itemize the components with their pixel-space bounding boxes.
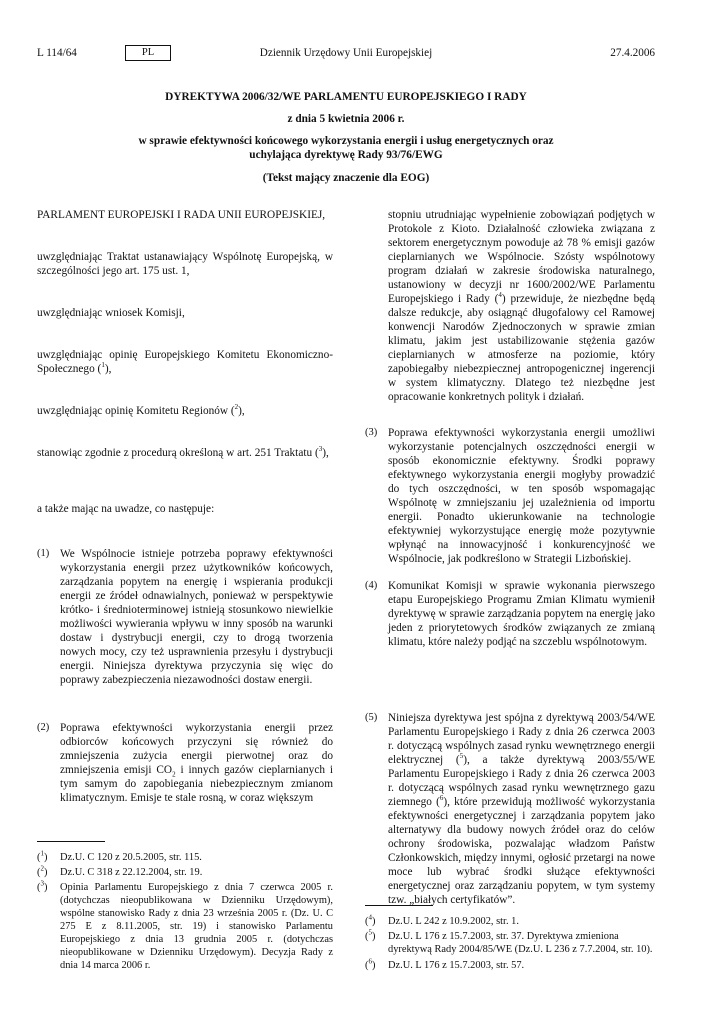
recital-number: (1)	[37, 548, 50, 559]
footnote: ($^6$) Dz.U. L 176 z 15.7.2003, str. 57.	[365, 957, 525, 971]
recital	[37, 547, 333, 687]
directive-date: z dnia 5 kwietnia 2006 r.	[287, 113, 405, 125]
directive-subject-line1: w sprawie efektywności końcowego wykorzystania energii i usług energetycznych oraz	[138, 135, 554, 147]
directive-subject-line2: uchylająca dyrektywę Rady 93/76/EWG	[249, 149, 443, 161]
recital	[365, 711, 655, 907]
footnote: ($^2$) Dz.U. C 318 z 22.12.2004, str. 19.	[37, 864, 203, 878]
publication-date: 27.4.2006	[610, 47, 655, 59]
eea-relevance-note: (Tekst mający znaczenie dla EOG)	[262, 172, 430, 184]
journal-title: Dziennik Urzędowy Unii Europejskiej	[259, 47, 433, 59]
recital-text: stopniu utrudniając wypełnienie zobowiązań podjętych w Protokole z Kioto. Działalność człowieka związana z sektorem energetycznym powoduje aż 78 % emisji gazów cieplarnianych we Wspólnocie. Szósty wspólnotowy program działań w zakresie środowiska naturalnego, ustanowiony w decyzji nr 1600/2002/WE Parlamentu Europejskiego i Rady ($^4$) przewiduje, że niezbędne będą dalsze redukcje, aby osiągnąć długofalowy cel Ramowej konwencji Narodów Zjednoczonych w sprawie zmian klimatu, jakim jest ustabilizowanie stężenia gazów cieplarnianych w atmosferze na poziomie, który zapobiegałby niebezpiecznej antropogenicznej ingerencji w system klimatyczny. Dlatego też niezbędne jest opracowanie konkretnych polityk i działań.	[388, 209, 655, 403]
recital-number: (5)	[365, 712, 378, 723]
preamble-eesc: uwzględniając opinię Europejskiego Komitetu Ekonomiczno-Społecznego ($^1$),	[37, 349, 333, 375]
preamble-procedure: stanowiąc zgodnie z procedurą określoną w art. 251 Traktatu ($^3$),	[37, 445, 329, 459]
preamble-authors: PARLAMENT EUROPEJSKI I RADA UNII EUROPEJSKIEJ,	[37, 209, 326, 221]
directive-title: DYREKTYWA 2006/32/WE PARLAMENTU EUROPEJSKIEGO I RADY	[165, 91, 527, 103]
recital-text: We Wspólnocie istnieje potrzeba poprawy efektywności wykorzystania energii przez użytkowników końcowych, zarządzania popytem na energię i wspierania produkcji energii ze źródeł odnawialnych, ponieważ w perspektywie krótko- i średnioterminowej istnieją stosunkowo niewielkie możliwości wywierania wpływu w inny sposób na warunki dostaw i dystrybucji energii, czy to drogą tworzenia nowych mocy, czy też usprawnienia przesyłu i dystrybucji energii. Niniejsza dyrektywa przyczynia się więc do poprawy zabezpieczenia niezawodności dostaw energii.	[60, 548, 333, 686]
recital-continuation	[365, 208, 655, 404]
journal-header	[37, 47, 655, 63]
footnote: ($^4$) Dz.U. L 242 z 10.9.2002, str. 1.	[365, 913, 519, 927]
footnote-divider	[365, 905, 433, 906]
footnote-ref[interactable]: 1	[101, 361, 105, 370]
footnote-ref[interactable]: 6	[439, 794, 444, 803]
recital-number: (2)	[37, 722, 50, 733]
recital-number: (4)	[365, 580, 378, 591]
footnote-ref[interactable]: 3	[318, 445, 323, 454]
footnote: ($^5$) Dz.U. L 176 z 15.7.2003, str. 37. Dyrektywa zmieniona dyrektywą Rady 2004/85/WE (Dz.U. L 236 z 7.7.2004, str. 10).	[365, 928, 653, 955]
recital-text: Poprawa efektywności wykorzystania energii przez odbiorców końcowych przyczyni się również do zmniejszenia zużycia energii pierwotnej oraz do zmniejszenia emisji $CO_2$ i innych gazów cieplarnianych i tym samym do zapobiegania niebezpiecznym zmianom klimatycznym. Emisje te stale rosną, w coraz większym	[60, 722, 334, 804]
preamble-whereas: a także mając na uwadze, co następuje:	[37, 503, 215, 515]
preamble-proposal: uwzględniając wniosek Komisji,	[37, 307, 185, 319]
footnote-divider	[37, 841, 105, 842]
recital-text: Komunikat Komisji w sprawie wykonania pierwszego etapu Europejskiego Programu Zmian Klimatu wymienił dyrektywę w sprawie zarządzania popytem na energię jako jeden z priorytetowych środków związanych ze zmianą klimatu, które należy podjąć na szczeblu wspólnotowym.	[388, 580, 655, 648]
recital-text: Niniejsza dyrektywa jest spójna z dyrektywą 2003/54/WE Parlamentu Europejskiego i Rady z dnia 26 czerwca 2003 r. dotyczącą wspólnych zasad rynku wewnętrznego energii elektrycznej ($^5$), a także dyrektywą 2003/55/WE Parlamentu Europejskiego i Rady z dnia 26 czerwca 2003 r. dotyczącą wspólnych zasad rynku wewnętrznego gazu ziemnego ($^6$), które przewidują możliwość wykorzystania efektywności energetycznej i zarządzania popytem jako alternatywy dla budowy nowych źródeł oraz do celów ochrony środowiska, pozwalając władzom Państw Członkowskich, między innymi, ogłosić przetargi na nowe moce lub wybrać środki służące efektywności energetycznej oraz zarządzaniu popytem, w tym systemy tzw. „białych certyfikatów”.	[388, 712, 656, 906]
recital	[365, 426, 655, 566]
language-badge: PL	[125, 45, 171, 61]
preamble-regions: uwzględniając opinię Komitetu Regionów ($^2$),	[37, 403, 245, 417]
footnote-ref[interactable]: 5	[459, 752, 464, 761]
recital-text: Poprawa efektywności wykorzystania energii umożliwi wykorzystanie potencjalnych oszczędności energii w sposób ekonomicznie efektywny. Środki poprawy efektywnego wykorzystania energii mogłyby prowadzić do tych oszczędności, w ten sposób wspomagając Wspólnotę w zmniejszaniu jej uzależnienia od importu energii. Ponadto ukierunkowanie na technologie efektywniej wykorzystujące energię może pozytywnie wpłynąć na innowacyjność i konkurencyjność we Wspólnocie, jak podkreślono w Strategii Lizbońskiej.	[388, 427, 655, 565]
footnote-ref[interactable]: 2	[234, 403, 239, 412]
footnote-ref[interactable]: 4	[498, 291, 502, 300]
recital	[37, 721, 333, 805]
recital	[365, 579, 655, 649]
page-reference: L 114/64	[37, 47, 77, 59]
footnote: ($^3$) Opinia Parlamentu Europejskiego z dnia 7 czerwca 2005 r. (dotychczas nieopublikowana w Dzienniku Urzędowym), wspólne stanowisko Rady z dnia 23 września 2005 r. (Dz. U. C 275 E z 8.11.2005, str. 19) i stanowisko Parlamentu Europejskiego z dnia 13 grudnia 2005 r. (dotychczas nieopublikowane w Dzienniku Urzędowym). Decyzja Rady z dnia 14 marca 2006 r.	[37, 879, 333, 971]
preamble-treaty: uwzględniając Traktat ustanawiający Wspólnotę Europejską, w szczególności jego art. 175 ust. 1,	[37, 251, 333, 277]
recital-number: (3)	[365, 427, 378, 438]
footnote: ($^1$) Dz.U. C 120 z 20.5.2005, str. 115.	[37, 849, 202, 863]
